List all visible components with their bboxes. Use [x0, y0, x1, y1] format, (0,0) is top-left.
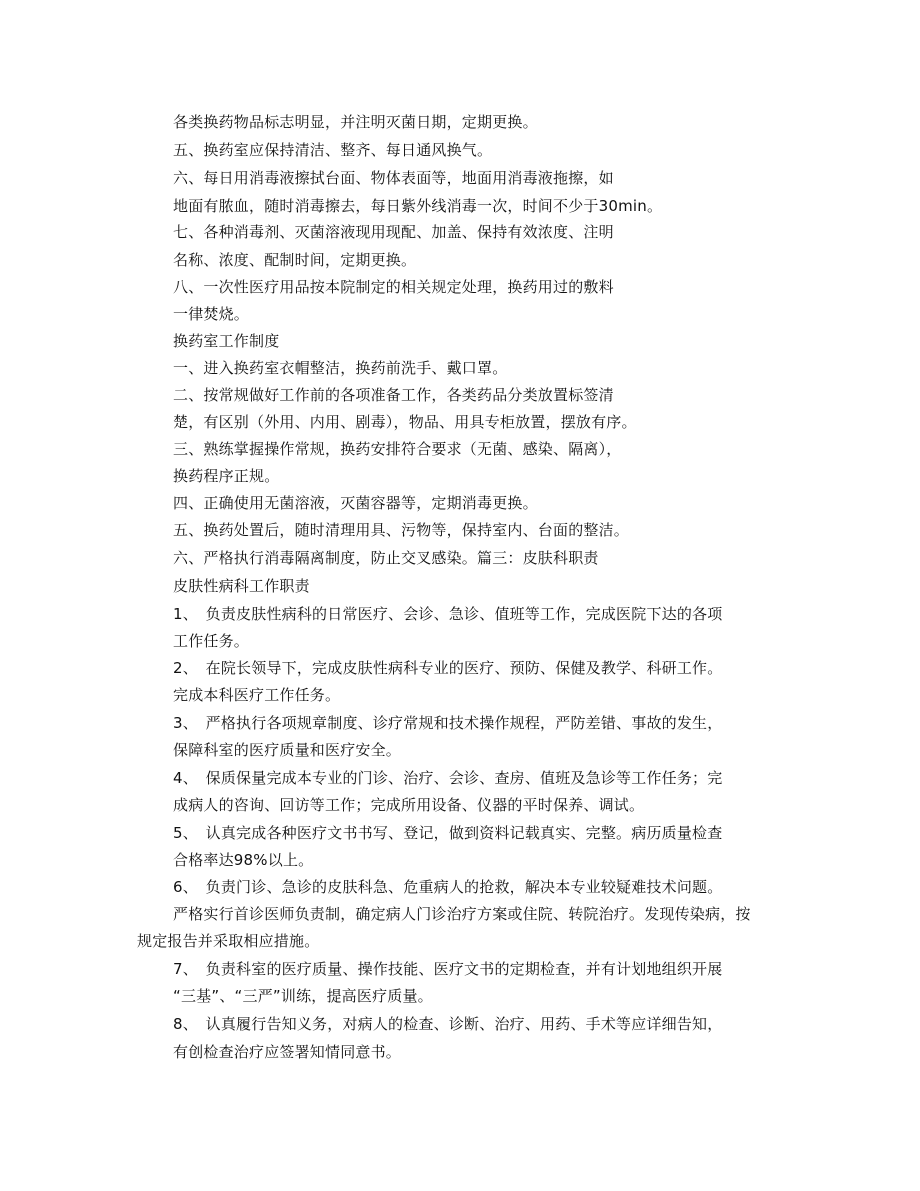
- text-line: 名称、浓度、配制时间，定期更换。: [173, 251, 417, 269]
- text-line: 一律焚烧。: [173, 305, 250, 323]
- text-line: 五、换药处置后，随时清理用具、污物等，保持室内、台面的整洁。: [173, 521, 630, 539]
- text-line: 各类换药物品标志明显，并注明灭菌日期，定期更换。: [173, 113, 538, 131]
- text-line: 完成本科医疗工作任务。: [173, 686, 341, 704]
- text-line: 合格率达98%以上。: [173, 851, 314, 869]
- section-heading: 皮肤性病科工作职责: [173, 577, 310, 595]
- text-line: 一、进入换药室衣帽整洁，换药前洗手、戴口罩。: [173, 359, 508, 377]
- text-line: “三基”、“三严”训练，提高医疗质量。: [173, 987, 433, 1005]
- text-line: 工作任务。: [173, 632, 250, 650]
- text-line: 四、正确使用无菌溶液，灭菌容器等，定期消毒更换。: [173, 494, 538, 512]
- text-line: 楚，有区别（外用、内用、剧毒），物品、用具专柜放置，摆放有序。: [173, 413, 637, 431]
- text-line: 七、各种消毒剂、灭菌溶液现用现配、加盖、保持有效浓度、注明: [173, 223, 614, 241]
- text-line: 成病人的咨询、回访等工作；完成所用设备、仪器的平时保养、调试。: [173, 796, 645, 814]
- text-line: 1、 负责皮肤性病科的日常医疗、会诊、急诊、值班等工作，完成医院下达的各项: [173, 605, 723, 623]
- text-line: 3、 严格执行各项规章制度、诊疗常规和技术操作规程，严防差错、事故的发生，: [173, 714, 723, 732]
- text-line: 三、熟练掌握操作常规，换药安排符合要求（无菌、感染、隔离），: [173, 440, 622, 458]
- text-line: 2、 在院长领导下，完成皮肤性病科专业的医疗、预防、保健及教学、科研工作。: [173, 659, 723, 677]
- text-line: 8、 认真履行告知义务，对病人的检查、诊断、治疗、用药、手术等应详细告知，: [173, 1015, 723, 1033]
- text-line: 保障科室的医疗质量和医疗安全。: [173, 741, 402, 759]
- text-line: 7、 负责科室的医疗质量、操作技能、医疗文书的定期检查，并有计划地组织开展: [173, 960, 723, 978]
- text-line: 六、每日用消毒液擦拭台面、物体表面等，地面用消毒液拖擦，如: [173, 169, 614, 187]
- text-line: 五、换药室应保持清洁、整齐、每日通风换气。: [173, 141, 493, 159]
- text-line: 六、严格执行消毒隔离制度，防止交叉感染。篇三：皮肤科职责: [173, 549, 599, 567]
- text-line: 有创检查治疗应签署知情同意书。: [173, 1043, 402, 1061]
- section-heading: 换药室工作制度: [173, 332, 280, 350]
- text-line: 严格实行首诊医师负责制，确定病人门诊治疗方案或住院、转院治疗。发现传染病，按: [173, 905, 751, 923]
- text-line: 4、 保质保量完成本专业的门诊、治疗、会诊、查房、值班及急诊等工作任务；完: [173, 769, 723, 787]
- text-line: 规定报告并采取相应措施。: [137, 932, 320, 950]
- text-line: 八、一次性医疗用品按本院制定的相关规定处理，换药用过的敷料: [173, 278, 614, 296]
- text-line: 6、 负责门诊、急诊的皮肤科急、危重病人的抢救，解决本专业较疑难技术问题。: [173, 878, 723, 896]
- text-line: 5、 认真完成各种医疗文书书写、登记，做到资料记载真实、完整。病历质量检查: [173, 824, 723, 842]
- text-line: 地面有脓血，随时消毒擦去，每日紫外线消毒一次，时间不少于30min。: [173, 197, 663, 215]
- text-line: 二、按常规做好工作前的各项准备工作，各类药品分类放置标签清: [173, 386, 614, 404]
- text-line: 换药程序正规。: [173, 467, 280, 485]
